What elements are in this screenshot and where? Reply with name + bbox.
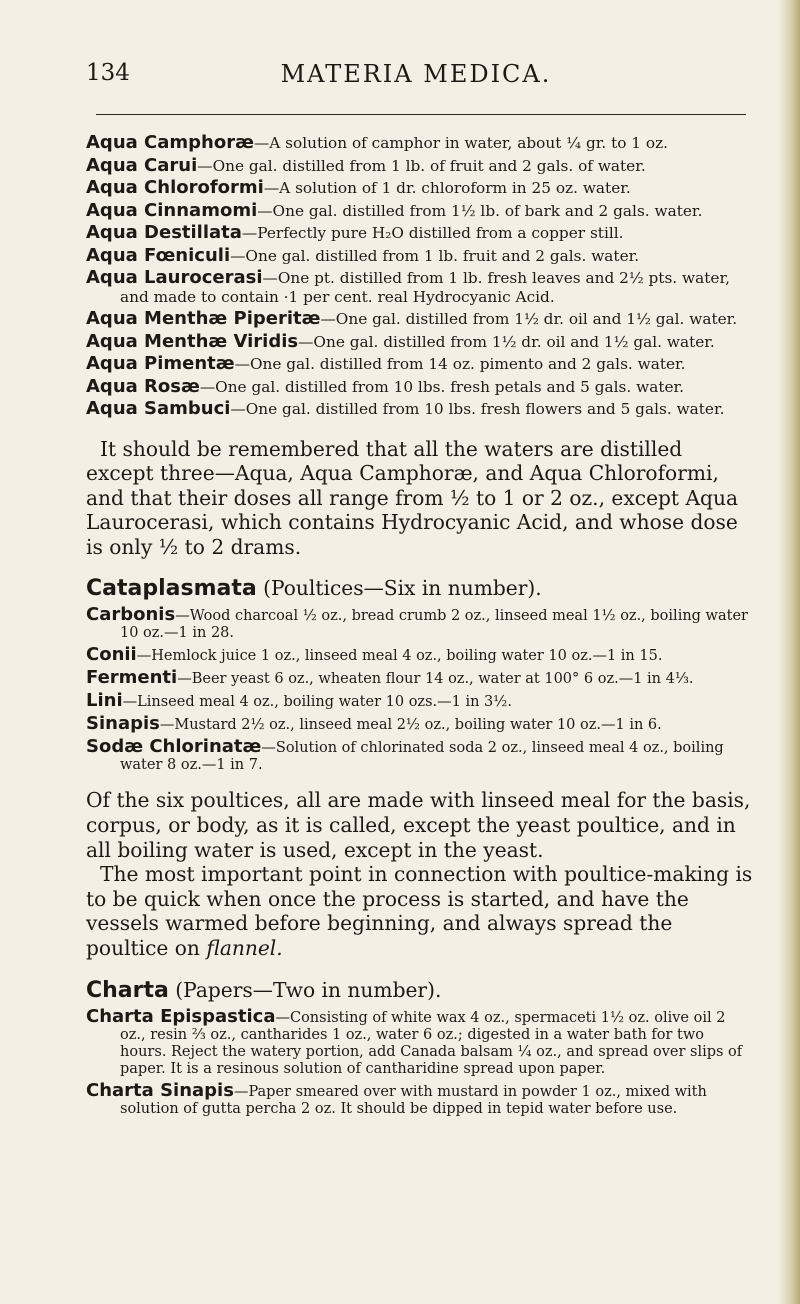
entry-text: —Perfectly pure H₂O distilled from a copper still. bbox=[241, 224, 624, 242]
aquae-list bbox=[86, 134, 754, 419]
entry-text: —One gal. distilled from 10 lbs. fresh flowers and 5 gals. water. bbox=[230, 400, 725, 418]
emphasis-text: flannel. bbox=[206, 936, 283, 961]
list-item bbox=[86, 355, 754, 374]
entry-text: —Hemlock juice 1 oz., linseed meal 4 oz., boiling water 10 oz.—1 in 15. bbox=[136, 648, 663, 665]
list-item bbox=[86, 224, 754, 243]
list-item bbox=[86, 375, 754, 397]
entry-heading: Aqua Chloroformi bbox=[86, 177, 264, 198]
entry-heading: Aqua Cinnamomi bbox=[86, 199, 258, 221]
entry-heading: Aqua Menthæ Viridis bbox=[86, 330, 299, 352]
list-item bbox=[86, 669, 754, 688]
entry-text: —One gal. distilled from 1½ dr. oil and 1½ gal. water. bbox=[298, 332, 715, 351]
section-subtitle: (Poultices—Six in number). bbox=[256, 576, 542, 601]
list-item bbox=[86, 199, 754, 221]
page-edge bbox=[778, 0, 800, 1304]
entry-text: —A solution of 1 dr. chloroform in 25 oz. water. bbox=[263, 179, 631, 197]
entry-heading: Aqua Sambuci bbox=[86, 398, 231, 419]
entry-heading: Aqua Pimentæ bbox=[86, 353, 235, 374]
entry-heading: Aqua Rosæ bbox=[86, 375, 200, 397]
entry-heading: Carbonis bbox=[86, 604, 176, 626]
section-title: Cataplasmata bbox=[86, 576, 257, 602]
entry-heading: Aqua Carui bbox=[86, 154, 198, 176]
poultice-basis-paragraph: Of the six poultices, all are made with linseed meal for the basis, corpus, or body, as it is called, except the yeast poultice, and in all boiling water is used, except in the yeast. bbox=[86, 788, 751, 862]
section-title: Charta bbox=[86, 977, 169, 1003]
entry-text: —One gal. distilled from 1½ lb. of bark and 2 gals. water. bbox=[257, 201, 703, 220]
entry-heading: Fermenti bbox=[86, 667, 178, 689]
list-item bbox=[86, 310, 754, 329]
entry-text: —Consisting of white wax 4 oz., spermaceti 1½ oz. olive oil 2 oz., resin ⅔ oz., cantharides 1 oz., water 6 oz.; digested in a water bath for two hours. Reject the watery portion, add Canada balsam ¼ oz., and spread over slips of paper. It is a resinous solution of cantharidine spread upon paper. bbox=[120, 1009, 743, 1077]
list-item bbox=[86, 1079, 754, 1118]
running-title: MATERIA MEDICA. bbox=[280, 60, 552, 88]
entry-text: —Beer yeast 6 oz., wheaten flour 14 oz., water at 100° 6 oz.—1 in 4⅓. bbox=[177, 671, 694, 688]
entry-heading: Sodæ Chlorinatæ bbox=[86, 736, 262, 758]
list-item bbox=[86, 179, 754, 198]
list-item bbox=[86, 134, 754, 153]
waters-paragraph: It should be remembered that all the waters are distilled except three—Aqua, Aqua Camphoræ, and Aqua Chloroformi, and that their doses all range from ½ to 1 or 2 oz., except Aqua Laurocerasi, which contains Hydrocyanic Acid, and whose dose is only ½ to 2 drams. bbox=[86, 436, 739, 559]
page-header bbox=[86, 60, 746, 94]
list-item bbox=[86, 1005, 754, 1078]
entry-text: —Linseed meal 4 oz., boiling water 10 ozs.—1 in 3½. bbox=[122, 694, 512, 711]
entry-heading: Lini bbox=[86, 690, 123, 712]
charta-list bbox=[86, 1005, 754, 1118]
list-item bbox=[86, 269, 754, 306]
poultice-making-paragraph bbox=[86, 862, 754, 960]
list-item bbox=[86, 646, 754, 665]
entry-heading: Aqua Menthæ Piperitæ bbox=[86, 308, 321, 329]
entry-text: —One gal. distilled from 1½ dr. oil and 1½ gal. water. bbox=[320, 310, 738, 328]
entry-heading: Conii bbox=[86, 644, 137, 666]
entry-heading: Sinapis bbox=[86, 713, 160, 735]
entry-text: —Wood charcoal ½ oz., bread crumb 2 oz., linseed meal 1½ oz., boiling water 10 oz.—1 in 28. bbox=[120, 608, 748, 642]
entry-heading: Aqua Camphoræ bbox=[86, 132, 254, 153]
list-item bbox=[86, 330, 754, 352]
section-subtitle: (Papers—Two in number). bbox=[168, 977, 442, 1002]
list-item bbox=[86, 692, 754, 711]
list-item bbox=[86, 606, 754, 642]
header-rule bbox=[96, 114, 746, 115]
entry-text: —One gal. distilled from 14 oz. pimento and 2 gals. water. bbox=[234, 355, 686, 373]
entry-text: —One gal. distilled from 1 lb. of fruit and 2 gals. of water. bbox=[197, 156, 646, 175]
page-body bbox=[86, 134, 754, 1122]
entry-text: —A solution of camphor in water, about ¼ gr. to 1 oz. bbox=[253, 134, 669, 152]
list-item bbox=[86, 715, 754, 734]
list-item bbox=[86, 154, 754, 176]
entry-heading: Aqua Laurocerasi bbox=[86, 267, 263, 288]
entry-heading: Aqua Fœniculi bbox=[86, 244, 231, 266]
entry-heading: Charta Epispastica bbox=[86, 1005, 276, 1027]
list-item bbox=[86, 400, 754, 419]
entry-text: —One gal. distilled from 1 lb. fruit and 2 gals. water. bbox=[230, 246, 640, 265]
entry-text: —Solution of chlorinated soda 2 oz., linseed meal 4 oz., boiling water 8 oz.—1 in 7. bbox=[120, 740, 724, 774]
list-item bbox=[86, 244, 754, 266]
page-number: 134 bbox=[86, 60, 130, 86]
entry-text: —Paper smeared over with mustard in powder 1 oz., mixed with solution of gutta percha 2 oz. It should be dipped in tepid water before use. bbox=[120, 1083, 707, 1117]
list-item bbox=[86, 738, 754, 774]
entry-text: —One pt. distilled from 1 lb. fresh leaves and 2½ pts. water, and made to contain ·1 per cent. real Hydrocyanic Acid. bbox=[120, 269, 730, 306]
entry-text: —One gal. distilled from 10 lbs. fresh petals and 5 gals. water. bbox=[199, 377, 685, 396]
entry-text: —Mustard 2½ oz., linseed meal 2½ oz., boiling water 10 oz.—1 in 6. bbox=[159, 717, 662, 734]
cataplasmata-list bbox=[86, 606, 754, 774]
section-heading-charta bbox=[86, 977, 754, 1004]
paragraph-text: The most important point in connection with poultice-making is to be quick when once the process is started, and have the vessels warmed before beginning, and always spread the poultice on bbox=[86, 862, 753, 961]
section-heading-cataplasmata bbox=[86, 575, 754, 602]
entry-heading: Aqua Destillata bbox=[86, 222, 242, 243]
entry-heading: Charta Sinapis bbox=[86, 1079, 234, 1101]
